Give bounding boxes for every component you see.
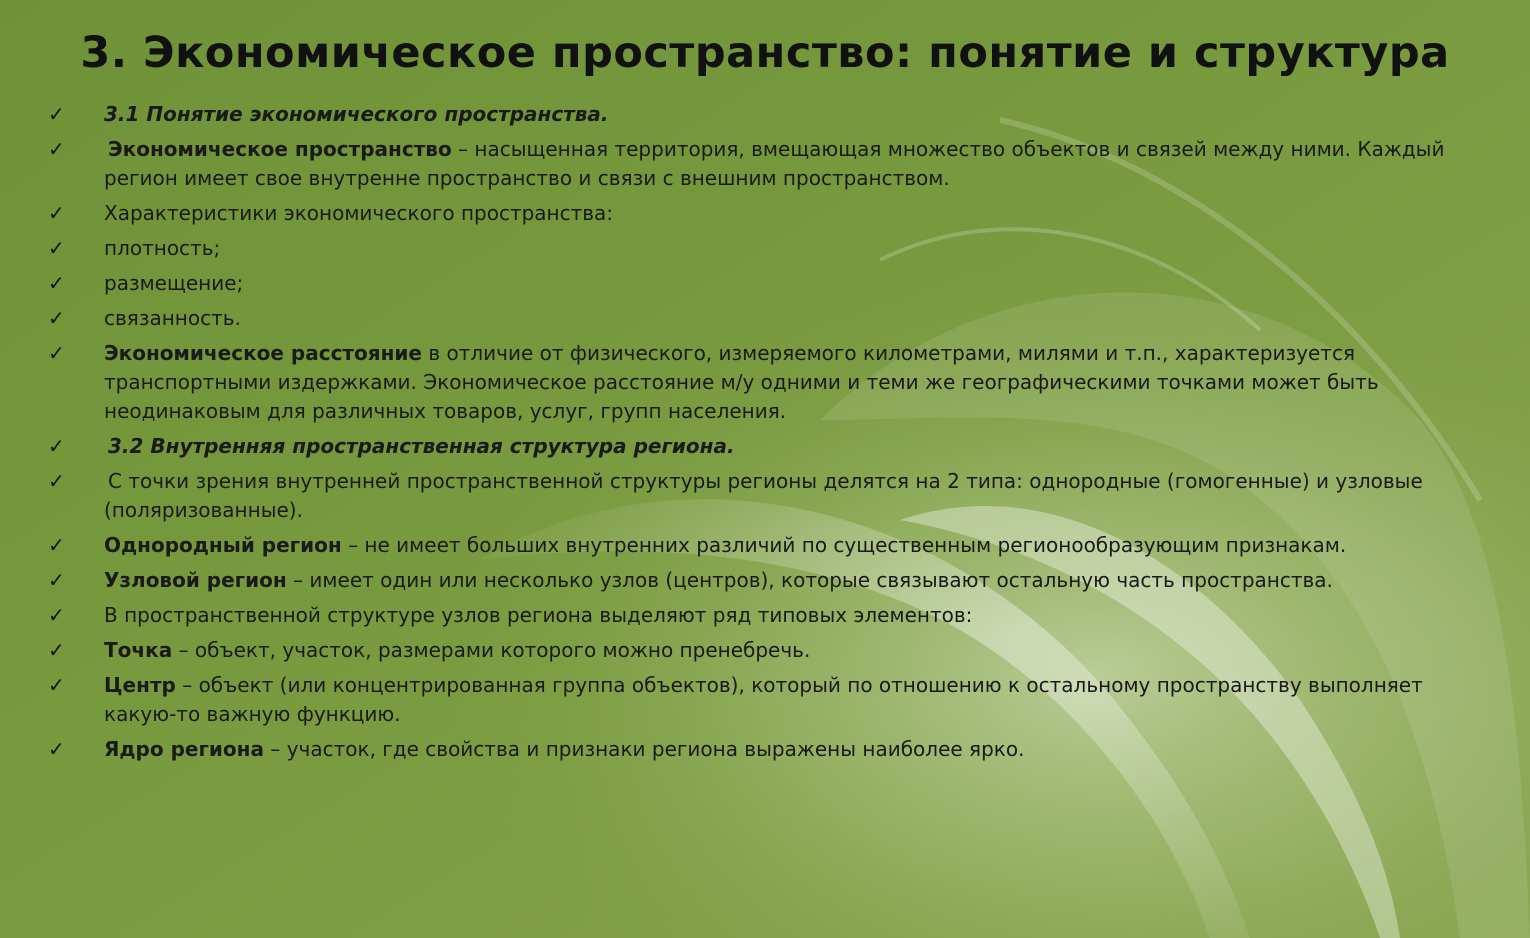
definition: – объект (или концентрированная группа объектов), который по отношению к остальному пространству выполняет какую-то важную функцию. (104, 673, 1423, 726)
term: Точка (104, 638, 173, 662)
checkmark-icon: ✓ (48, 673, 65, 697)
section-heading: 3.2 Внутренняя пространственная структура региона. (108, 434, 735, 458)
item-text: плотность; (104, 236, 221, 260)
definition: – имеет один или несколько узлов (центров), которые связывают остальную часть пространства. (286, 568, 1333, 592)
checkmark-icon: ✓ (48, 341, 65, 365)
checkmark-icon: ✓ (48, 469, 65, 493)
checkmark-icon: ✓ (48, 737, 65, 761)
item-text: С точки зрения внутренней пространственной структуры регионы делятся на 2 типа: однородные (гомогенные) и узловые (поляризованные). (104, 469, 1423, 522)
checkmark-icon: ✓ (48, 533, 65, 557)
list-item (48, 199, 1498, 228)
list-item (48, 304, 1498, 333)
list-item (48, 432, 1498, 461)
term: Ядро региона (104, 737, 264, 761)
definition: – не имеет больших внутренних различий по существенным регионообразующим признакам. (341, 533, 1347, 557)
definition: – участок, где свойства и признаки региона выражены наиболее ярко. (263, 737, 1025, 761)
checkmark-icon: ✓ (48, 236, 65, 260)
checkmark-icon: ✓ (48, 271, 65, 295)
list-item (48, 234, 1498, 263)
term: Центр (104, 673, 176, 697)
section-heading: 3.1 Понятие экономического пространства. (104, 102, 609, 126)
slide-title: 3. Экономическое пространство: понятие и структура (80, 28, 1450, 78)
definition: – объект, участок, размерами которого можно пренебречь. (172, 638, 811, 662)
checkmark-icon: ✓ (48, 434, 65, 458)
checkmark-icon: ✓ (48, 306, 65, 330)
list-item (48, 636, 1498, 665)
item-text: размещение; (104, 271, 244, 295)
checkmark-icon: ✓ (48, 201, 65, 225)
checkmark-icon: ✓ (48, 102, 65, 126)
item-text: связанность. (104, 306, 241, 330)
checkmark-icon: ✓ (48, 638, 65, 662)
definition: – насыщенная территория, вмещающая множество объектов и связей между ними. Каждый регион имеет свое внутренне пространство и связи с внешним пространством. (104, 137, 1445, 190)
list-item (48, 135, 1498, 193)
list-item (48, 601, 1498, 630)
list-item (48, 339, 1498, 426)
list-item (48, 671, 1498, 729)
term: Узловой регион (104, 568, 287, 592)
list-item (48, 531, 1498, 560)
list-item (48, 735, 1498, 764)
list-item (48, 467, 1498, 525)
definition: в отличие от физического, измеряемого километрами, милями и т.п., характеризуется транспортными издержками. Экономическое расстояние м/у одними и теми же географическими точками может быть неодинаковым для различных товаров, услуг, групп населения. (104, 341, 1379, 423)
term: Экономическое расстояние (104, 341, 422, 365)
list-item (48, 100, 1498, 129)
checkmark-icon: ✓ (48, 603, 65, 627)
checkmark-icon: ✓ (48, 568, 65, 592)
term: Экономическое пространство (108, 137, 452, 161)
list-item (48, 566, 1498, 595)
item-text: В пространственной структуре узлов региона выделяют ряд типовых элементов: (104, 603, 973, 627)
bullet-list (48, 100, 1498, 770)
list-item (48, 269, 1498, 298)
item-text: Характеристики экономического пространства: (104, 201, 614, 225)
checkmark-icon: ✓ (48, 137, 65, 161)
term: Однородный регион (104, 533, 342, 557)
